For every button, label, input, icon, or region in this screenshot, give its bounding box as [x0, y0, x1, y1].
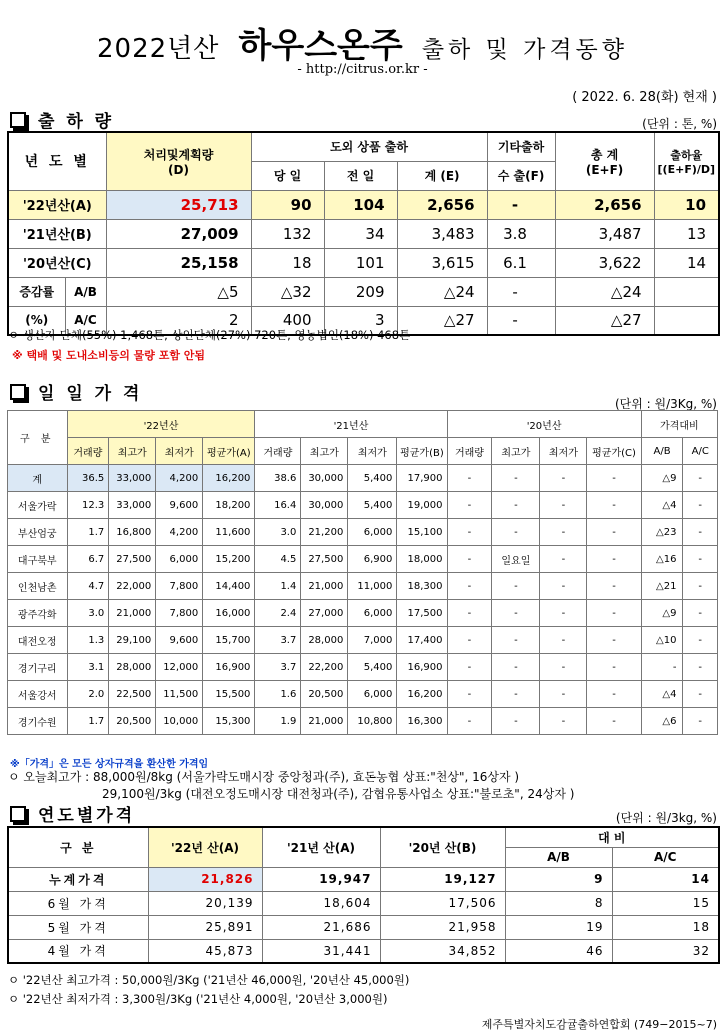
daily-note-highest-1: ㅇ 오늘최고가 : 88,000원/8kg (서울가락도매시장 중앙청과(주), 효돈농협 상표:"천상", 16상자 )	[8, 770, 520, 784]
checkbox-square-icon	[10, 806, 26, 822]
table-cell: 28,000	[301, 627, 348, 654]
header-2021: '21년산	[255, 411, 447, 438]
table-cell: 4.5	[255, 546, 301, 573]
table-cell: -	[492, 654, 540, 681]
table-cell: 8	[505, 891, 612, 915]
row-label: 4월 가격	[8, 939, 148, 963]
table-cell: 14,400	[203, 573, 255, 600]
table-cell: 3.0	[67, 600, 109, 627]
table-cell: 19,947	[262, 867, 380, 891]
header-2021: '21년 산(A)	[262, 827, 380, 867]
table-cell: 15,700	[203, 627, 255, 654]
table-cell: 5,400	[348, 465, 397, 492]
table-cell: -	[683, 465, 718, 492]
table-cell: 27,000	[301, 600, 348, 627]
header-today: 당 일	[251, 161, 324, 190]
table-cell: 46	[505, 939, 612, 963]
table-cell: △6	[641, 708, 683, 735]
table-cell: 6,000	[348, 681, 397, 708]
table-cell: 21,000	[301, 573, 348, 600]
table-cell: 9,600	[156, 492, 203, 519]
table-cell: 30,000	[301, 492, 348, 519]
table-cell: -	[587, 492, 641, 519]
table-cell: 2.4	[255, 600, 301, 627]
table-cell: △23	[641, 519, 683, 546]
row-label: 인천남촌	[8, 573, 68, 600]
daily-note-highest-2: 29,100원/3kg (대전오정도매시장 대전청과(주), 감협유통사업소 상표:"불로초", 24상자 )	[102, 787, 575, 801]
table-cell: △9	[641, 600, 683, 627]
table-cell: 3.7	[255, 654, 301, 681]
table-cell: 1.6	[255, 681, 301, 708]
table-cell: -	[492, 600, 540, 627]
row-label: 계	[8, 465, 68, 492]
header-domestic: 도외 상품 출하	[251, 132, 487, 161]
table-cell: -	[587, 600, 641, 627]
table-cell: 18	[612, 915, 719, 939]
table-cell: -	[540, 708, 587, 735]
table-cell: 16,300	[397, 708, 447, 735]
table-cell: △21	[641, 573, 683, 600]
table-cell: -	[540, 627, 587, 654]
table-cell: 20,500	[301, 681, 348, 708]
table-row	[8, 465, 718, 492]
table-cell: 3.7	[255, 627, 301, 654]
header-2020: '20년 산(B)	[380, 827, 505, 867]
table-cell: 17,900	[397, 465, 447, 492]
table-cell: 6,000	[348, 600, 397, 627]
table-cell: 16,200	[397, 681, 447, 708]
table-cell: 6,900	[348, 546, 397, 573]
table-cell: 16,900	[203, 654, 255, 681]
table-cell: 1.7	[67, 708, 109, 735]
table-cell: -	[587, 573, 641, 600]
table-cell: 38.6	[255, 465, 301, 492]
table-cell: 33,000	[109, 465, 156, 492]
table-row	[8, 492, 718, 519]
table-cell: 20,139	[148, 891, 262, 915]
yearly-note-highest: ㅇ '22년산 최고가격 : 50,000원/3Kg ('21년산 46,000원, '20년산 45,000원)	[8, 973, 410, 987]
daily-note-price: ※「가격」은 모든 상자규격을 환산한 가격임	[10, 759, 209, 770]
header-compare: 대 비	[505, 827, 719, 847]
table-cell: -	[540, 465, 587, 492]
table-cell: 45,873	[148, 939, 262, 963]
header-prev: 전 일	[324, 161, 397, 190]
table-cell: 21,826	[148, 867, 262, 891]
header-total: 계 (E)	[397, 161, 487, 190]
table-cell: 20,500	[109, 708, 156, 735]
title-product: 하우스온주	[238, 26, 403, 66]
table-cell: 7,000	[348, 627, 397, 654]
table-cell: 1.9	[255, 708, 301, 735]
row-label: 부산엄궁	[8, 519, 68, 546]
document-title	[0, 18, 725, 67]
row-label: 6월 가격	[8, 891, 148, 915]
daily-table-body	[8, 465, 718, 735]
table-cell: -	[492, 465, 540, 492]
table-cell: 4,200	[156, 519, 203, 546]
table-cell: 17,500	[397, 600, 447, 627]
table-cell: -	[540, 546, 587, 573]
table-cell: 3.1	[67, 654, 109, 681]
table-cell: -	[492, 681, 540, 708]
table-cell: 15,100	[397, 519, 447, 546]
table-cell: -	[540, 681, 587, 708]
table-cell: 34,852	[380, 939, 505, 963]
table-cell: 19	[505, 915, 612, 939]
yearly-unit: (단위 : 원/3kg, %)	[615, 811, 717, 825]
table-cell: 1.4	[255, 573, 301, 600]
table-cell: 2.0	[67, 681, 109, 708]
table-cell: 11,500	[156, 681, 203, 708]
table-cell: -	[587, 708, 641, 735]
table-cell: -	[447, 681, 492, 708]
header-plan: 처리및계획량 (D)	[106, 132, 251, 190]
table-cell: -	[492, 573, 540, 600]
header-2022: '22년 산(A)	[148, 827, 262, 867]
table-cell: -	[447, 627, 492, 654]
row-label: 서울강서	[8, 681, 68, 708]
header-division: 구 분	[8, 411, 68, 465]
footer-organization: 제주특별자치도감귤출하연합회 (749−2015~7)	[481, 1018, 717, 1031]
table-cell: -	[587, 654, 641, 681]
table-cell: 21,686	[262, 915, 380, 939]
table-cell: 16,200	[203, 465, 255, 492]
table-cell: -	[683, 681, 718, 708]
row-label: 5월 가격	[8, 915, 148, 939]
table-row	[8, 915, 719, 939]
table-cell: 22,200	[301, 654, 348, 681]
shipment-unit: (단위 : 톤, %)	[642, 117, 717, 131]
table-row	[8, 681, 718, 708]
table-cell: 11,600	[203, 519, 255, 546]
table-cell: -	[683, 708, 718, 735]
header-division: 구 분	[8, 827, 148, 867]
row-label: 대구북부	[8, 546, 68, 573]
table-cell: △16	[641, 546, 683, 573]
table-cell: -	[683, 600, 718, 627]
table-cell: -	[492, 627, 540, 654]
report-date: ( 2022. 6. 28(화) 현재 )	[572, 90, 717, 105]
table-row: '21년산(B) 27,009 132 34 3,483 3.8 3,487 13	[8, 219, 719, 248]
table-cell: 14	[612, 867, 719, 891]
row-label: 경기수원	[8, 708, 68, 735]
table-cell: -	[492, 519, 540, 546]
table-cell: 15,300	[203, 708, 255, 735]
yearly-price-table	[7, 826, 720, 964]
table-cell: 10,000	[156, 708, 203, 735]
table-cell: △4	[641, 681, 683, 708]
table-cell: -	[587, 627, 641, 654]
header-rate: 출하율 [(E+F)/D]	[654, 132, 719, 190]
table-cell: -	[683, 654, 718, 681]
header-other: 기타출하	[487, 132, 555, 161]
table-row: (%) A/C 2 400 3 △27 - △27	[8, 306, 719, 335]
table-row	[8, 627, 718, 654]
table-cell: 19,000	[397, 492, 447, 519]
table-row	[8, 867, 719, 891]
table-cell: 21,000	[109, 600, 156, 627]
header-export: 수 출(F)	[487, 161, 555, 190]
section-title-daily: 일 일 가 격	[10, 379, 142, 404]
table-cell: 31,441	[262, 939, 380, 963]
row-label: 경기구리	[8, 654, 68, 681]
table-cell: -	[683, 492, 718, 519]
table-row	[8, 600, 718, 627]
table-row: 증감률 A/B △5 △32 209 △24 - △24	[8, 277, 719, 306]
table-cell: -	[447, 492, 492, 519]
table-row	[8, 573, 718, 600]
table-cell: -	[540, 519, 587, 546]
table-cell: 33,000	[109, 492, 156, 519]
table-cell: 17,506	[380, 891, 505, 915]
table-row	[8, 939, 719, 963]
row-label: 광주각화	[8, 600, 68, 627]
header-grand-total: 총 계 (E+F)	[555, 132, 654, 190]
title-subtitle: 출하 및 가격동향	[421, 37, 628, 63]
row-label: 누계가격	[8, 867, 148, 891]
table-row: '22년산(A) 25,713 90 104 2,656 - 2,656 10	[8, 190, 719, 219]
table-cell: 6.7	[67, 546, 109, 573]
table-cell: 28,000	[109, 654, 156, 681]
table-cell: 22,000	[109, 573, 156, 600]
table-cell: 6,000	[156, 546, 203, 573]
table-cell: 9	[505, 867, 612, 891]
table-cell: 27,500	[109, 546, 156, 573]
header-ab: A/B	[505, 847, 612, 867]
table-cell: 7,800	[156, 573, 203, 600]
section-title-shipment: 출 하 량	[10, 107, 114, 132]
table-cell: 15,500	[203, 681, 255, 708]
table-cell: 36.5	[67, 465, 109, 492]
table-cell: -	[587, 519, 641, 546]
header-2020: '20년산	[447, 411, 641, 438]
table-cell: -	[641, 654, 683, 681]
table-row	[8, 891, 719, 915]
table-cell: -	[587, 546, 641, 573]
table-cell: -	[587, 465, 641, 492]
header-year: 년 도 별	[8, 132, 106, 190]
table-row	[8, 654, 718, 681]
table-cell: 4.7	[67, 573, 109, 600]
table-cell: 5,400	[348, 492, 397, 519]
table-cell: 16,000	[203, 600, 255, 627]
table-cell: 15	[612, 891, 719, 915]
table-cell: 18,200	[203, 492, 255, 519]
checkbox-square-icon	[10, 384, 26, 400]
table-cell: -	[540, 492, 587, 519]
table-cell: 18,300	[397, 573, 447, 600]
table-cell: 1.7	[67, 519, 109, 546]
table-cell: -	[447, 546, 492, 573]
title-year: 2022년산	[97, 34, 220, 64]
table-cell: 19,127	[380, 867, 505, 891]
table-cell: 15,200	[203, 546, 255, 573]
shipment-note: ㅇ 생산자 단체(55%) 1,468톤, 상인단체(27%) 720톤, 영농법인(18%) 468톤	[8, 328, 411, 342]
table-cell: △10	[641, 627, 683, 654]
checkbox-square-icon	[10, 112, 26, 128]
table-cell: -	[492, 708, 540, 735]
table-row: '20년산(C) 25,158 18 101 3,615 6.1 3,622 14	[8, 248, 719, 277]
table-cell: 21,958	[380, 915, 505, 939]
table-cell: -	[540, 573, 587, 600]
daily-unit: (단위 : 원/3Kg, %)	[614, 397, 717, 411]
table-cell: 6,000	[348, 519, 397, 546]
table-cell: 7,800	[156, 600, 203, 627]
header-2022: '22년산	[67, 411, 255, 438]
table-cell: 12.3	[67, 492, 109, 519]
table-cell: 12,000	[156, 654, 203, 681]
yearly-table-body	[8, 867, 719, 963]
row-label: 서울가락	[8, 492, 68, 519]
table-cell: 17,400	[397, 627, 447, 654]
table-cell: -	[447, 600, 492, 627]
table-cell: 32	[612, 939, 719, 963]
table-row	[8, 519, 718, 546]
table-cell: △9	[641, 465, 683, 492]
table-cell: -	[587, 681, 641, 708]
table-cell: -	[683, 627, 718, 654]
table-cell: 25,891	[148, 915, 262, 939]
shipment-table	[7, 131, 720, 336]
table-cell: 16.4	[255, 492, 301, 519]
section-title-yearly: 연도별가격	[10, 801, 135, 826]
table-cell: 27,500	[301, 546, 348, 573]
table-cell: -	[683, 546, 718, 573]
table-cell: 5,400	[348, 654, 397, 681]
table-cell: -	[447, 465, 492, 492]
table-cell: 1.3	[67, 627, 109, 654]
table-cell: 16,800	[109, 519, 156, 546]
table-cell: -	[540, 654, 587, 681]
source-url[interactable]: - http://citrus.or.kr -	[297, 62, 428, 77]
header-compare: 가격대비	[641, 411, 717, 438]
table-cell: -	[447, 708, 492, 735]
table-row	[8, 546, 718, 573]
table-cell: 21,000	[301, 708, 348, 735]
table-cell: 11,000	[348, 573, 397, 600]
table-cell: -	[447, 573, 492, 600]
yearly-note-lowest: ㅇ '22년산 최저가격 : 3,300원/3Kg ('21년산 4,000원, '20년산 3,000원)	[8, 992, 388, 1006]
shipment-warning: ※ 택배 및 도내소비등의 물량 포함 안됨	[12, 349, 206, 362]
table-cell: △4	[641, 492, 683, 519]
table-cell: -	[540, 600, 587, 627]
table-row	[8, 708, 718, 735]
table-cell: 9,600	[156, 627, 203, 654]
table-cell: 18,000	[397, 546, 447, 573]
table-cell: -	[683, 573, 718, 600]
table-cell: 18,604	[262, 891, 380, 915]
table-cell: 3.0	[255, 519, 301, 546]
table-cell: 10,800	[348, 708, 397, 735]
table-cell: -	[447, 519, 492, 546]
table-cell: 30,000	[301, 465, 348, 492]
table-cell: 4,200	[156, 465, 203, 492]
table-cell: 22,500	[109, 681, 156, 708]
table-cell: 29,100	[109, 627, 156, 654]
row-label: 대전오정	[8, 627, 68, 654]
table-cell: 16,900	[397, 654, 447, 681]
header-ac: A/C	[612, 847, 719, 867]
table-cell: 일요일	[492, 546, 540, 573]
table-cell: -	[447, 654, 492, 681]
table-cell: -	[492, 492, 540, 519]
table-cell: -	[683, 519, 718, 546]
table-cell: 21,200	[301, 519, 348, 546]
daily-price-table: 구 분 '22년산 '21년산 '20년산 가격대비 거래량 최고가 최저가 평균가(A) 거래량 최고가 최저가 평균가(B) 거래량 최고가 최저가 평균가(C) A/B A/C 계 36.5 33,000 4,200 16,200 38.6 30,000 5,400 17,900 - - - - △9 - 서울가락 12.3 33,000 9,600 18,200 16.4 30,000 5,400 19,000 - - - - △4 - 부산엄궁 1.7 16,800 4,200 11,600 3.0 21,200 6,000 15,100 - - - - △23 - 대구북부 6.7 27,500 6,000 15,200 4.5 27,500 6,900 18,000 - 일요일 - - △16 - 인천남촌 4.7 22,000 7,800 14,400 1.4 21,000 11,000 18,300 - - - - △21 - 광주각화 3.0 21,000 7,800 16,000 2.4 27,000 6,000 17,500 - - - - △9 - 대전오정 1.3 29,100 9,600 15,700 3.7 28,000 7,000 17,400 - - - - △10 - 경기구리 3.1 28,000 12,000 16,900 3.7 22,200 5,400 16,900 - - - - - - 서울강서 2.0 22,500 11,500 15,500 1.6 20,500 6,000 16,200 - - - - △4 - 경기수원 1.7 20,500 10,000 15,300 1.9 21,000 10,800 16,300 - - - - △6 -	[7, 410, 718, 735]
